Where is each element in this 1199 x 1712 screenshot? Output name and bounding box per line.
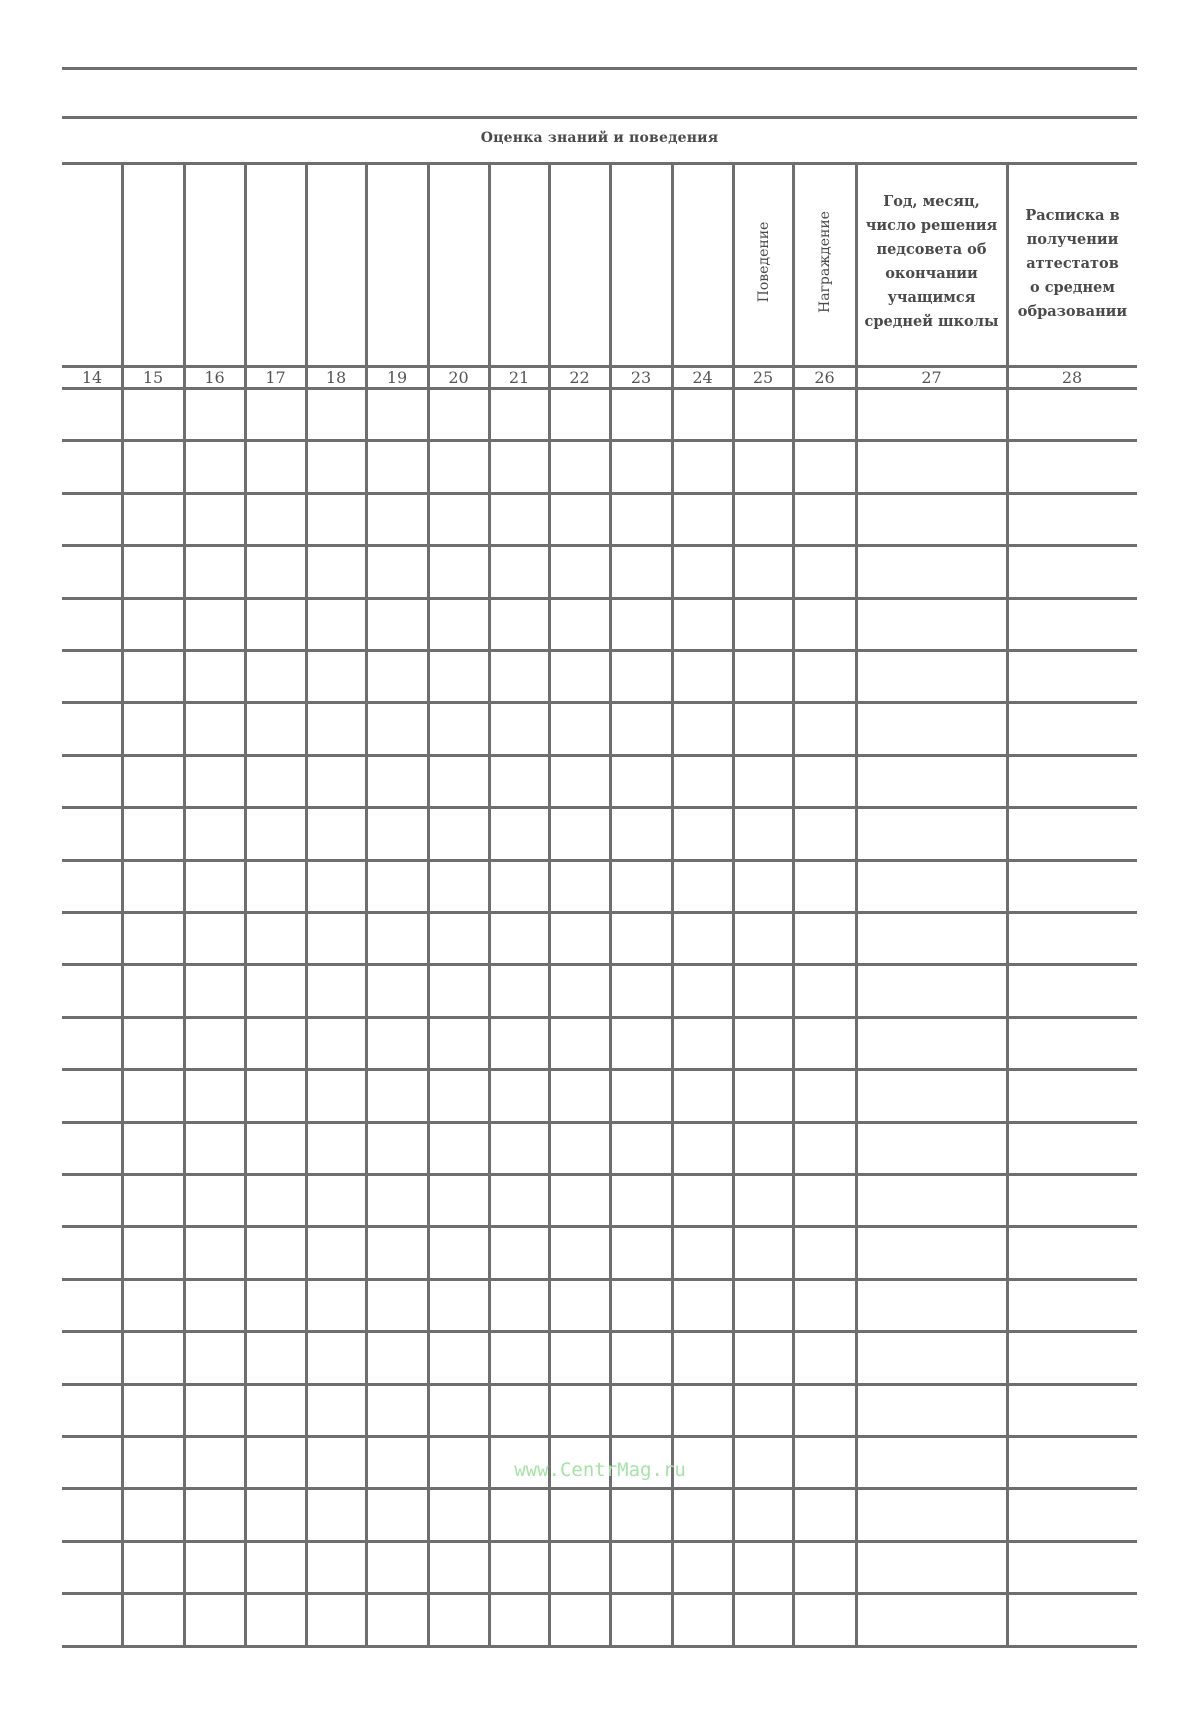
header-decision-date: Год, месяц, число решения педсовета об окончании учащимся средней школы — [864, 193, 999, 330]
column-number: 21 — [508, 368, 530, 387]
column-number: 26 — [814, 368, 835, 387]
column-number: 24 — [692, 368, 713, 387]
table-row — [62, 757, 1137, 806]
header-certificate-receipt: Расписка в получении аттестатов о среднем образовании — [1017, 207, 1128, 320]
table-row — [62, 1019, 1137, 1068]
table-row — [62, 1176, 1137, 1225]
table-row — [62, 390, 1137, 439]
table-row — [62, 652, 1137, 701]
table-row — [62, 914, 1137, 963]
header-award: Награждение — [817, 211, 833, 313]
table-row — [62, 1333, 1137, 1382]
column-number: 20 — [448, 368, 469, 387]
table-row — [62, 547, 1137, 596]
top-rule-1 — [62, 67, 1137, 70]
column-number: 23 — [630, 368, 652, 387]
column-number: 28 — [1061, 368, 1083, 387]
header-top-border — [62, 162, 1137, 165]
table-row — [62, 1071, 1137, 1120]
header-behavior: Поведение — [756, 221, 772, 303]
column-number: 19 — [386, 368, 408, 387]
table-row — [62, 704, 1137, 753]
table-row — [62, 1595, 1137, 1644]
table-row — [62, 495, 1137, 544]
table-row — [62, 1386, 1137, 1435]
table-row — [62, 966, 1137, 1015]
table-row — [62, 1228, 1137, 1277]
table-row — [62, 1281, 1137, 1330]
table-row — [62, 442, 1137, 491]
table-row-line — [62, 1645, 1137, 1648]
column-number: 18 — [325, 368, 347, 387]
column-number: 17 — [265, 368, 286, 387]
column-number: 16 — [204, 368, 225, 387]
table-row — [62, 862, 1137, 911]
column-number: 25 — [752, 368, 774, 387]
column-number: 22 — [569, 368, 590, 387]
column-number: 27 — [921, 368, 942, 387]
table-row — [62, 1490, 1137, 1539]
watermark: www.CentrMag.ru — [514, 1459, 686, 1481]
table-row — [62, 600, 1137, 649]
table-row — [62, 1543, 1137, 1592]
column-number: 14 — [81, 368, 103, 387]
top-rule-2 — [62, 116, 1137, 119]
table-row — [62, 809, 1137, 858]
section-title: Оценка знаний и поведения — [480, 130, 719, 146]
column-number: 15 — [142, 368, 164, 387]
table-row — [62, 1124, 1137, 1173]
